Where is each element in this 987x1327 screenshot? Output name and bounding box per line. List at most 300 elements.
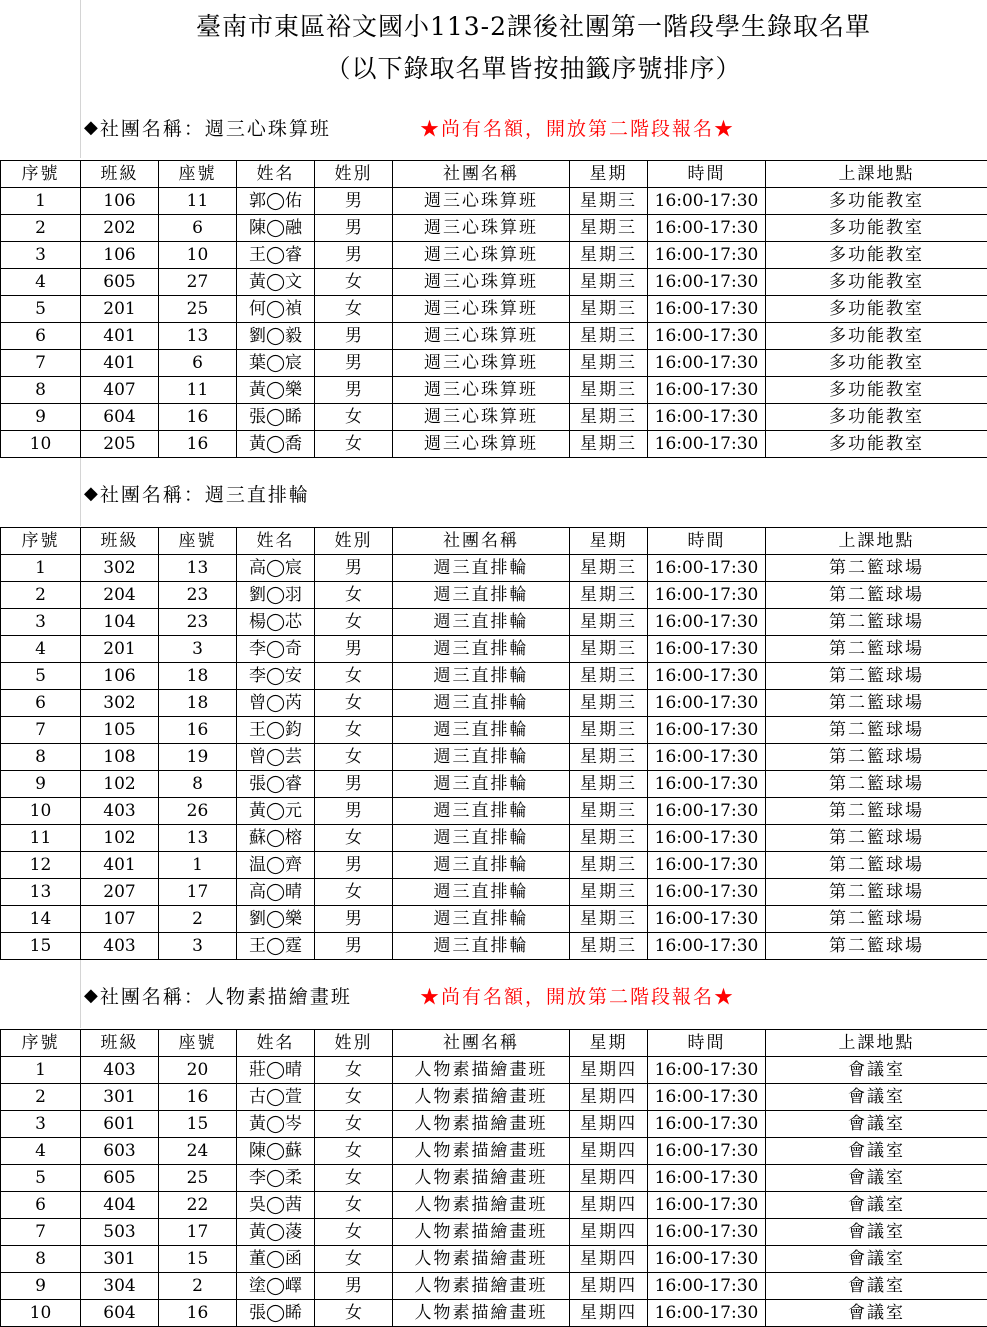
name-cell: 黃◯岑 xyxy=(237,1111,315,1138)
table-header-row xyxy=(1,1030,987,1057)
weekday-cell: 星期四 xyxy=(570,1246,648,1273)
column-header: 班級 xyxy=(81,528,159,555)
registration-notice: ★尚有名額，開放第二階段報名★ xyxy=(420,980,735,1010)
column-header: 星期 xyxy=(570,528,648,555)
table-row xyxy=(1,1165,987,1192)
class-cell: 503 xyxy=(81,1219,159,1246)
column-header: 上課地點 xyxy=(766,1030,987,1057)
time-cell: 16:00-17:30 xyxy=(648,1300,766,1327)
table-row xyxy=(1,215,987,242)
seq-cell: 8 xyxy=(1,744,81,771)
club-cell: 週三心珠算班 xyxy=(393,377,570,404)
name-cell: 王◯鈞 xyxy=(237,717,315,744)
location-cell: 第二籃球場 xyxy=(766,636,987,663)
gender-cell: 男 xyxy=(315,852,393,879)
name-cell: 王◯睿 xyxy=(237,242,315,269)
table-row xyxy=(1,744,987,771)
weekday-cell: 星期三 xyxy=(570,323,648,350)
club-cell: 週三直排輪 xyxy=(393,636,570,663)
seat-cell: 17 xyxy=(159,1219,237,1246)
weekday-cell: 星期三 xyxy=(570,852,648,879)
time-cell: 16:00-17:30 xyxy=(648,636,766,663)
weekday-cell: 星期三 xyxy=(570,771,648,798)
seq-cell: 7 xyxy=(1,717,81,744)
location-cell: 會議室 xyxy=(766,1273,987,1300)
location-cell: 第二籃球場 xyxy=(766,717,987,744)
seq-cell: 15 xyxy=(1,933,81,960)
table-row xyxy=(1,323,987,350)
location-cell: 第二籃球場 xyxy=(766,852,987,879)
column-header: 上課地點 xyxy=(766,528,987,555)
location-cell: 第二籃球場 xyxy=(766,825,987,852)
column-header: 星期 xyxy=(570,161,648,188)
gender-cell: 女 xyxy=(315,404,393,431)
location-cell: 多功能教室 xyxy=(766,377,987,404)
seat-cell: 20 xyxy=(159,1057,237,1084)
gender-cell: 女 xyxy=(315,1165,393,1192)
club-cell: 週三心珠算班 xyxy=(393,404,570,431)
class-cell: 407 xyxy=(81,377,159,404)
time-cell: 16:00-17:30 xyxy=(648,933,766,960)
table-row xyxy=(1,771,987,798)
weekday-cell: 星期三 xyxy=(570,269,648,296)
time-cell: 16:00-17:30 xyxy=(648,555,766,582)
weekday-cell: 星期三 xyxy=(570,933,648,960)
seat-cell: 10 xyxy=(159,242,237,269)
gender-cell: 男 xyxy=(315,242,393,269)
weekday-cell: 星期三 xyxy=(570,744,648,771)
weekday-cell: 星期三 xyxy=(570,296,648,323)
name-cell: 黃◯蓤 xyxy=(237,1219,315,1246)
weekday-cell: 星期三 xyxy=(570,555,648,582)
time-cell: 16:00-17:30 xyxy=(648,663,766,690)
seq-cell: 10 xyxy=(1,1300,81,1327)
table-row xyxy=(1,1138,987,1165)
class-cell: 104 xyxy=(81,609,159,636)
name-cell: 劉◯羽 xyxy=(237,582,315,609)
gender-cell: 女 xyxy=(315,1084,393,1111)
time-cell: 16:00-17:30 xyxy=(648,744,766,771)
seat-cell: 27 xyxy=(159,269,237,296)
table-row xyxy=(1,350,987,377)
class-cell: 107 xyxy=(81,906,159,933)
table-row xyxy=(1,269,987,296)
time-cell: 16:00-17:30 xyxy=(648,242,766,269)
table-row xyxy=(1,242,987,269)
seq-cell: 13 xyxy=(1,879,81,906)
weekday-cell: 星期四 xyxy=(570,1057,648,1084)
seat-cell: 2 xyxy=(159,906,237,933)
seat-cell: 19 xyxy=(159,744,237,771)
seat-cell: 8 xyxy=(159,771,237,798)
location-cell: 第二籃球場 xyxy=(766,744,987,771)
time-cell: 16:00-17:30 xyxy=(648,1084,766,1111)
seat-cell: 3 xyxy=(159,933,237,960)
seq-cell: 5 xyxy=(1,296,81,323)
seq-cell: 10 xyxy=(1,431,81,458)
club-cell: 週三心珠算班 xyxy=(393,296,570,323)
name-cell: 曾◯芸 xyxy=(237,744,315,771)
class-cell: 601 xyxy=(81,1111,159,1138)
seq-cell: 12 xyxy=(1,852,81,879)
column-header: 時間 xyxy=(648,528,766,555)
weekday-cell: 星期三 xyxy=(570,609,648,636)
table-row xyxy=(1,933,987,960)
time-cell: 16:00-17:30 xyxy=(648,377,766,404)
gender-cell: 女 xyxy=(315,825,393,852)
name-cell: 黃◯樂 xyxy=(237,377,315,404)
class-cell: 401 xyxy=(81,323,159,350)
name-cell: 李◯奇 xyxy=(237,636,315,663)
table-row xyxy=(1,1111,987,1138)
seq-cell: 4 xyxy=(1,636,81,663)
seat-cell: 25 xyxy=(159,1165,237,1192)
seq-cell: 2 xyxy=(1,215,81,242)
weekday-cell: 星期三 xyxy=(570,350,648,377)
time-cell: 16:00-17:30 xyxy=(648,269,766,296)
table-row xyxy=(1,852,987,879)
location-cell: 多功能教室 xyxy=(766,350,987,377)
class-cell: 106 xyxy=(81,663,159,690)
seat-cell: 2 xyxy=(159,1273,237,1300)
club-name: 人物素描繪畫班 xyxy=(205,982,352,1009)
club-cell: 週三直排輪 xyxy=(393,852,570,879)
grid-line xyxy=(80,458,81,526)
table-row xyxy=(1,1300,987,1327)
club-cell: 週三心珠算班 xyxy=(393,215,570,242)
roster-table xyxy=(0,527,987,960)
class-cell: 605 xyxy=(81,1165,159,1192)
weekday-cell: 星期三 xyxy=(570,582,648,609)
roster-table xyxy=(0,1029,987,1327)
name-cell: 黃◯喬 xyxy=(237,431,315,458)
time-cell: 16:00-17:30 xyxy=(648,404,766,431)
name-cell: 塗◯嶧 xyxy=(237,1273,315,1300)
location-cell: 第二籃球場 xyxy=(766,582,987,609)
location-cell: 第二籃球場 xyxy=(766,906,987,933)
seat-cell: 13 xyxy=(159,825,237,852)
heading-label: 社團名稱： xyxy=(100,480,205,507)
seat-cell: 16 xyxy=(159,717,237,744)
time-cell: 16:00-17:30 xyxy=(648,609,766,636)
seq-cell: 3 xyxy=(1,1111,81,1138)
seat-cell: 13 xyxy=(159,323,237,350)
gender-cell: 女 xyxy=(315,1300,393,1327)
club-heading xyxy=(84,980,352,1010)
time-cell: 16:00-17:30 xyxy=(648,1057,766,1084)
table-row xyxy=(1,798,987,825)
location-cell: 第二籃球場 xyxy=(766,555,987,582)
time-cell: 16:00-17:30 xyxy=(648,1192,766,1219)
gender-cell: 女 xyxy=(315,717,393,744)
name-cell: 張◯睎 xyxy=(237,404,315,431)
gender-cell: 女 xyxy=(315,744,393,771)
table-row xyxy=(1,1246,987,1273)
club-cell: 週三直排輪 xyxy=(393,663,570,690)
seq-cell: 9 xyxy=(1,404,81,431)
grid-line xyxy=(80,960,81,1028)
table-row xyxy=(1,906,987,933)
class-cell: 302 xyxy=(81,555,159,582)
seq-cell: 6 xyxy=(1,690,81,717)
time-cell: 16:00-17:30 xyxy=(648,690,766,717)
seq-cell: 1 xyxy=(1,188,81,215)
weekday-cell: 星期三 xyxy=(570,242,648,269)
class-cell: 105 xyxy=(81,717,159,744)
weekday-cell: 星期三 xyxy=(570,906,648,933)
location-cell: 會議室 xyxy=(766,1300,987,1327)
class-cell: 604 xyxy=(81,404,159,431)
club-cell: 週三直排輪 xyxy=(393,744,570,771)
column-header: 社團名稱 xyxy=(393,161,570,188)
class-cell: 302 xyxy=(81,690,159,717)
name-cell: 劉◯毅 xyxy=(237,323,315,350)
weekday-cell: 星期三 xyxy=(570,825,648,852)
time-cell: 16:00-17:30 xyxy=(648,582,766,609)
class-cell: 301 xyxy=(81,1246,159,1273)
location-cell: 多功能教室 xyxy=(766,188,987,215)
weekday-cell: 星期三 xyxy=(570,404,648,431)
location-cell: 第二籃球場 xyxy=(766,771,987,798)
location-cell: 會議室 xyxy=(766,1246,987,1273)
seq-cell: 2 xyxy=(1,582,81,609)
gender-cell: 男 xyxy=(315,555,393,582)
seq-cell: 1 xyxy=(1,1057,81,1084)
gender-cell: 女 xyxy=(315,296,393,323)
seq-cell: 7 xyxy=(1,350,81,377)
class-cell: 106 xyxy=(81,242,159,269)
name-cell: 張◯睎 xyxy=(237,1300,315,1327)
table-row xyxy=(1,1084,987,1111)
class-cell: 401 xyxy=(81,852,159,879)
name-cell: 曾◯芮 xyxy=(237,690,315,717)
column-header: 星期 xyxy=(570,1030,648,1057)
name-cell: 李◯柔 xyxy=(237,1165,315,1192)
club-cell: 人物素描繪畫班 xyxy=(393,1219,570,1246)
class-cell: 304 xyxy=(81,1273,159,1300)
weekday-cell: 星期四 xyxy=(570,1084,648,1111)
gender-cell: 女 xyxy=(315,269,393,296)
table-row xyxy=(1,1273,987,1300)
club-heading xyxy=(84,478,310,508)
page-subtitle: （以下錄取名單皆按抽籤序號排序） xyxy=(80,50,987,88)
seat-cell: 15 xyxy=(159,1111,237,1138)
heading-label: 社團名稱： xyxy=(100,982,205,1009)
time-cell: 16:00-17:30 xyxy=(648,852,766,879)
class-cell: 605 xyxy=(81,269,159,296)
gender-cell: 女 xyxy=(315,1057,393,1084)
column-header: 座號 xyxy=(159,528,237,555)
gender-cell: 男 xyxy=(315,933,393,960)
seat-cell: 15 xyxy=(159,1246,237,1273)
gender-cell: 女 xyxy=(315,609,393,636)
weekday-cell: 星期三 xyxy=(570,377,648,404)
class-cell: 403 xyxy=(81,798,159,825)
seq-cell: 2 xyxy=(1,1084,81,1111)
gender-cell: 女 xyxy=(315,1138,393,1165)
gender-cell: 女 xyxy=(315,1192,393,1219)
class-cell: 205 xyxy=(81,431,159,458)
seat-cell: 3 xyxy=(159,636,237,663)
column-header: 序號 xyxy=(1,528,81,555)
table-row xyxy=(1,1192,987,1219)
seat-cell: 23 xyxy=(159,609,237,636)
table-row xyxy=(1,404,987,431)
club-cell: 人物素描繪畫班 xyxy=(393,1273,570,1300)
name-cell: 李◯安 xyxy=(237,663,315,690)
class-cell: 204 xyxy=(81,582,159,609)
class-cell: 108 xyxy=(81,744,159,771)
column-header: 序號 xyxy=(1,1030,81,1057)
location-cell: 第二籃球場 xyxy=(766,933,987,960)
club-cell: 週三直排輪 xyxy=(393,771,570,798)
name-cell: 董◯函 xyxy=(237,1246,315,1273)
column-header: 姓名 xyxy=(237,1030,315,1057)
location-cell: 第二籃球場 xyxy=(766,798,987,825)
location-cell: 會議室 xyxy=(766,1219,987,1246)
club-cell: 人物素描繪畫班 xyxy=(393,1246,570,1273)
table-row xyxy=(1,663,987,690)
location-cell: 會議室 xyxy=(766,1192,987,1219)
time-cell: 16:00-17:30 xyxy=(648,906,766,933)
class-cell: 207 xyxy=(81,879,159,906)
weekday-cell: 星期三 xyxy=(570,690,648,717)
name-cell: 楊◯芯 xyxy=(237,609,315,636)
table-row xyxy=(1,825,987,852)
name-cell: 温◯齊 xyxy=(237,852,315,879)
club-name: 週三心珠算班 xyxy=(205,114,331,141)
club-cell: 週三直排輪 xyxy=(393,717,570,744)
table-row xyxy=(1,188,987,215)
club-cell: 週三直排輪 xyxy=(393,825,570,852)
club-cell: 人物素描繪畫班 xyxy=(393,1084,570,1111)
class-cell: 202 xyxy=(81,215,159,242)
club-cell: 人物素描繪畫班 xyxy=(393,1192,570,1219)
seq-cell: 1 xyxy=(1,555,81,582)
column-header: 社團名稱 xyxy=(393,1030,570,1057)
location-cell: 會議室 xyxy=(766,1165,987,1192)
name-cell: 陳◯蘇 xyxy=(237,1138,315,1165)
table-row xyxy=(1,717,987,744)
table-row xyxy=(1,1057,987,1084)
seq-cell: 8 xyxy=(1,377,81,404)
seat-cell: 24 xyxy=(159,1138,237,1165)
seq-cell: 8 xyxy=(1,1246,81,1273)
location-cell: 會議室 xyxy=(766,1084,987,1111)
column-header: 時間 xyxy=(648,1030,766,1057)
seat-cell: 13 xyxy=(159,555,237,582)
class-cell: 102 xyxy=(81,771,159,798)
page-title: 臺南市東區裕文國小113-2課後社團第一階段學生錄取名單 xyxy=(80,8,987,46)
seat-cell: 1 xyxy=(159,852,237,879)
class-cell: 201 xyxy=(81,296,159,323)
club-cell: 人物素描繪畫班 xyxy=(393,1165,570,1192)
time-cell: 16:00-17:30 xyxy=(648,771,766,798)
seq-cell: 4 xyxy=(1,269,81,296)
club-cell: 週三直排輪 xyxy=(393,879,570,906)
location-cell: 多功能教室 xyxy=(766,242,987,269)
weekday-cell: 星期四 xyxy=(570,1273,648,1300)
location-cell: 多功能教室 xyxy=(766,323,987,350)
column-header: 班級 xyxy=(81,161,159,188)
table-row xyxy=(1,609,987,636)
time-cell: 16:00-17:30 xyxy=(648,825,766,852)
time-cell: 16:00-17:30 xyxy=(648,879,766,906)
class-cell: 301 xyxy=(81,1084,159,1111)
club-name: 週三直排輪 xyxy=(205,480,310,507)
club-cell: 週三心珠算班 xyxy=(393,269,570,296)
seq-cell: 6 xyxy=(1,323,81,350)
club-cell: 人物素描繪畫班 xyxy=(393,1300,570,1327)
seat-cell: 16 xyxy=(159,404,237,431)
gender-cell: 男 xyxy=(315,377,393,404)
weekday-cell: 星期三 xyxy=(570,798,648,825)
name-cell: 黃◯元 xyxy=(237,798,315,825)
gender-cell: 女 xyxy=(315,431,393,458)
time-cell: 16:00-17:30 xyxy=(648,1273,766,1300)
seat-cell: 22 xyxy=(159,1192,237,1219)
name-cell: 古◯萱 xyxy=(237,1084,315,1111)
gender-cell: 男 xyxy=(315,188,393,215)
column-header: 座號 xyxy=(159,1030,237,1057)
time-cell: 16:00-17:30 xyxy=(648,1138,766,1165)
club-cell: 人物素描繪畫班 xyxy=(393,1138,570,1165)
class-cell: 403 xyxy=(81,1057,159,1084)
location-cell: 第二籃球場 xyxy=(766,690,987,717)
weekday-cell: 星期三 xyxy=(570,431,648,458)
table-row xyxy=(1,636,987,663)
table-row xyxy=(1,377,987,404)
seat-cell: 16 xyxy=(159,1084,237,1111)
seat-cell: 11 xyxy=(159,188,237,215)
column-header: 姓別 xyxy=(315,1030,393,1057)
gender-cell: 女 xyxy=(315,1246,393,1273)
diamond-icon: ◆ xyxy=(84,483,98,504)
seq-cell: 7 xyxy=(1,1219,81,1246)
name-cell: 郭◯佑 xyxy=(237,188,315,215)
gender-cell: 男 xyxy=(315,636,393,663)
weekday-cell: 星期三 xyxy=(570,717,648,744)
seq-cell: 10 xyxy=(1,798,81,825)
table-row xyxy=(1,879,987,906)
seat-cell: 11 xyxy=(159,377,237,404)
seat-cell: 6 xyxy=(159,215,237,242)
seq-cell: 9 xyxy=(1,771,81,798)
name-cell: 何◯禎 xyxy=(237,296,315,323)
gender-cell: 女 xyxy=(315,690,393,717)
location-cell: 多功能教室 xyxy=(766,215,987,242)
time-cell: 16:00-17:30 xyxy=(648,1165,766,1192)
diamond-icon: ◆ xyxy=(84,117,98,138)
name-cell: 高◯宸 xyxy=(237,555,315,582)
weekday-cell: 星期四 xyxy=(570,1219,648,1246)
gender-cell: 男 xyxy=(315,771,393,798)
location-cell: 多功能教室 xyxy=(766,404,987,431)
name-cell: 黃◯文 xyxy=(237,269,315,296)
location-cell: 會議室 xyxy=(766,1111,987,1138)
table-row xyxy=(1,555,987,582)
time-cell: 16:00-17:30 xyxy=(648,431,766,458)
club-cell: 週三心珠算班 xyxy=(393,431,570,458)
club-cell: 人物素描繪畫班 xyxy=(393,1111,570,1138)
table-row xyxy=(1,296,987,323)
location-cell: 多功能教室 xyxy=(766,296,987,323)
table-row xyxy=(1,690,987,717)
column-header: 姓別 xyxy=(315,528,393,555)
gender-cell: 男 xyxy=(315,798,393,825)
time-cell: 16:00-17:30 xyxy=(648,323,766,350)
weekday-cell: 星期四 xyxy=(570,1138,648,1165)
